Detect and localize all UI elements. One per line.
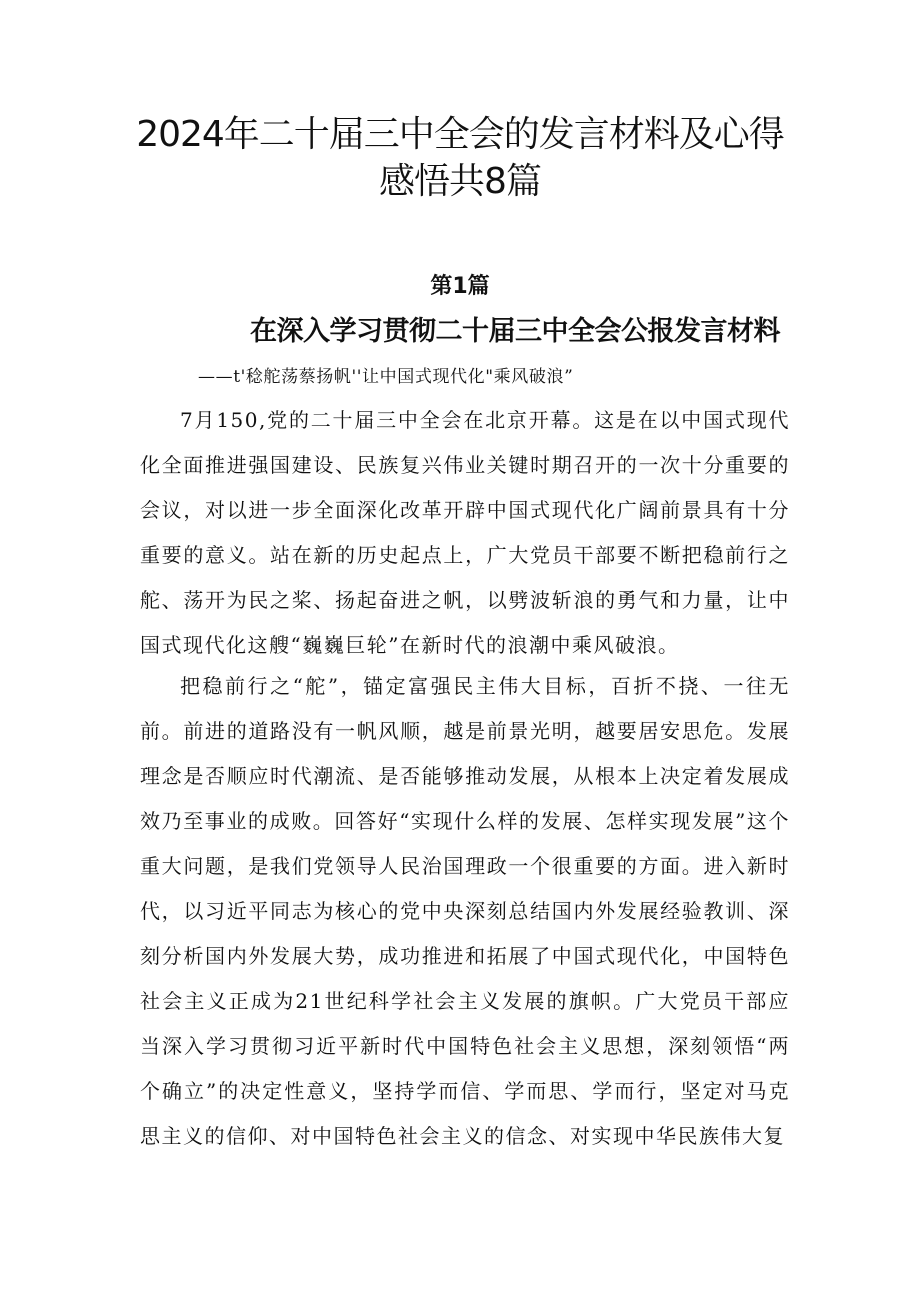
paragraph-2: 把稳前行之“舵”，锚定富强民主伟大目标，百折不挠、一往无前。前进的道路没有一帆风顺，越是前景光明，越要居安思危。发展理念是否顺应时代潮流、是否能够推动发展，从根本上决定着发展成效乃至事业的成败。回答好“实现什么样的发展、怎样实现发展”这个重大问题，是我们党领导人民治国理政一个很重要的方面。进入新时代，以习近平同志为核心的党中央深刻总结国内外发展经验教训、深刻分析国内外发展大势，成功推进和拓展了中国式现代化，中国特色社会主义正成为21世纪科学社会主义发展的旗帜。广大党员干部应当深入学习贯彻习近平新时代中国特色社会主义思想，深刻领悟“两个确立”的决定性意义，坚持学而信、学而思、学而行，坚定对马克思主义的信仰、对中国特色社会主义的信念、对实现中华民族伟大复 — [140, 674, 790, 1148]
article-subtitle: ——t'稔舵荡蔡扬帆''让中国式现代化"乘风破浪” — [198, 367, 574, 387]
document-title-line-1: 2024年二十届三中全会的发言材料及心得 — [136, 114, 784, 155]
article-title: 在深入学习贯彻二十届三中全会公报发言材料 — [250, 316, 780, 347]
section-label: 第1篇 — [430, 274, 490, 299]
document-title-line-2: 感悟共8篇 — [379, 161, 541, 202]
paragraph-1: 7月150,党的二十届三中全会在北京开幕。这是在以中国式现代化全面推进强国建设、民族复兴伟业关键时期召开的一次十分重要的会议，对以进一步全面深化改革开辟中国式现代化广阔前景具有十分重要的意义。站在新的历史起点上，广大党员干部要不断把稳前行之舵、荡开为民之桨、扬起奋进之帆，以劈波斩浪的勇气和力量，让中国式现代化这艘“巍巍巨轮”在新时代的浪潮中乘风破浪。 — [140, 408, 790, 657]
